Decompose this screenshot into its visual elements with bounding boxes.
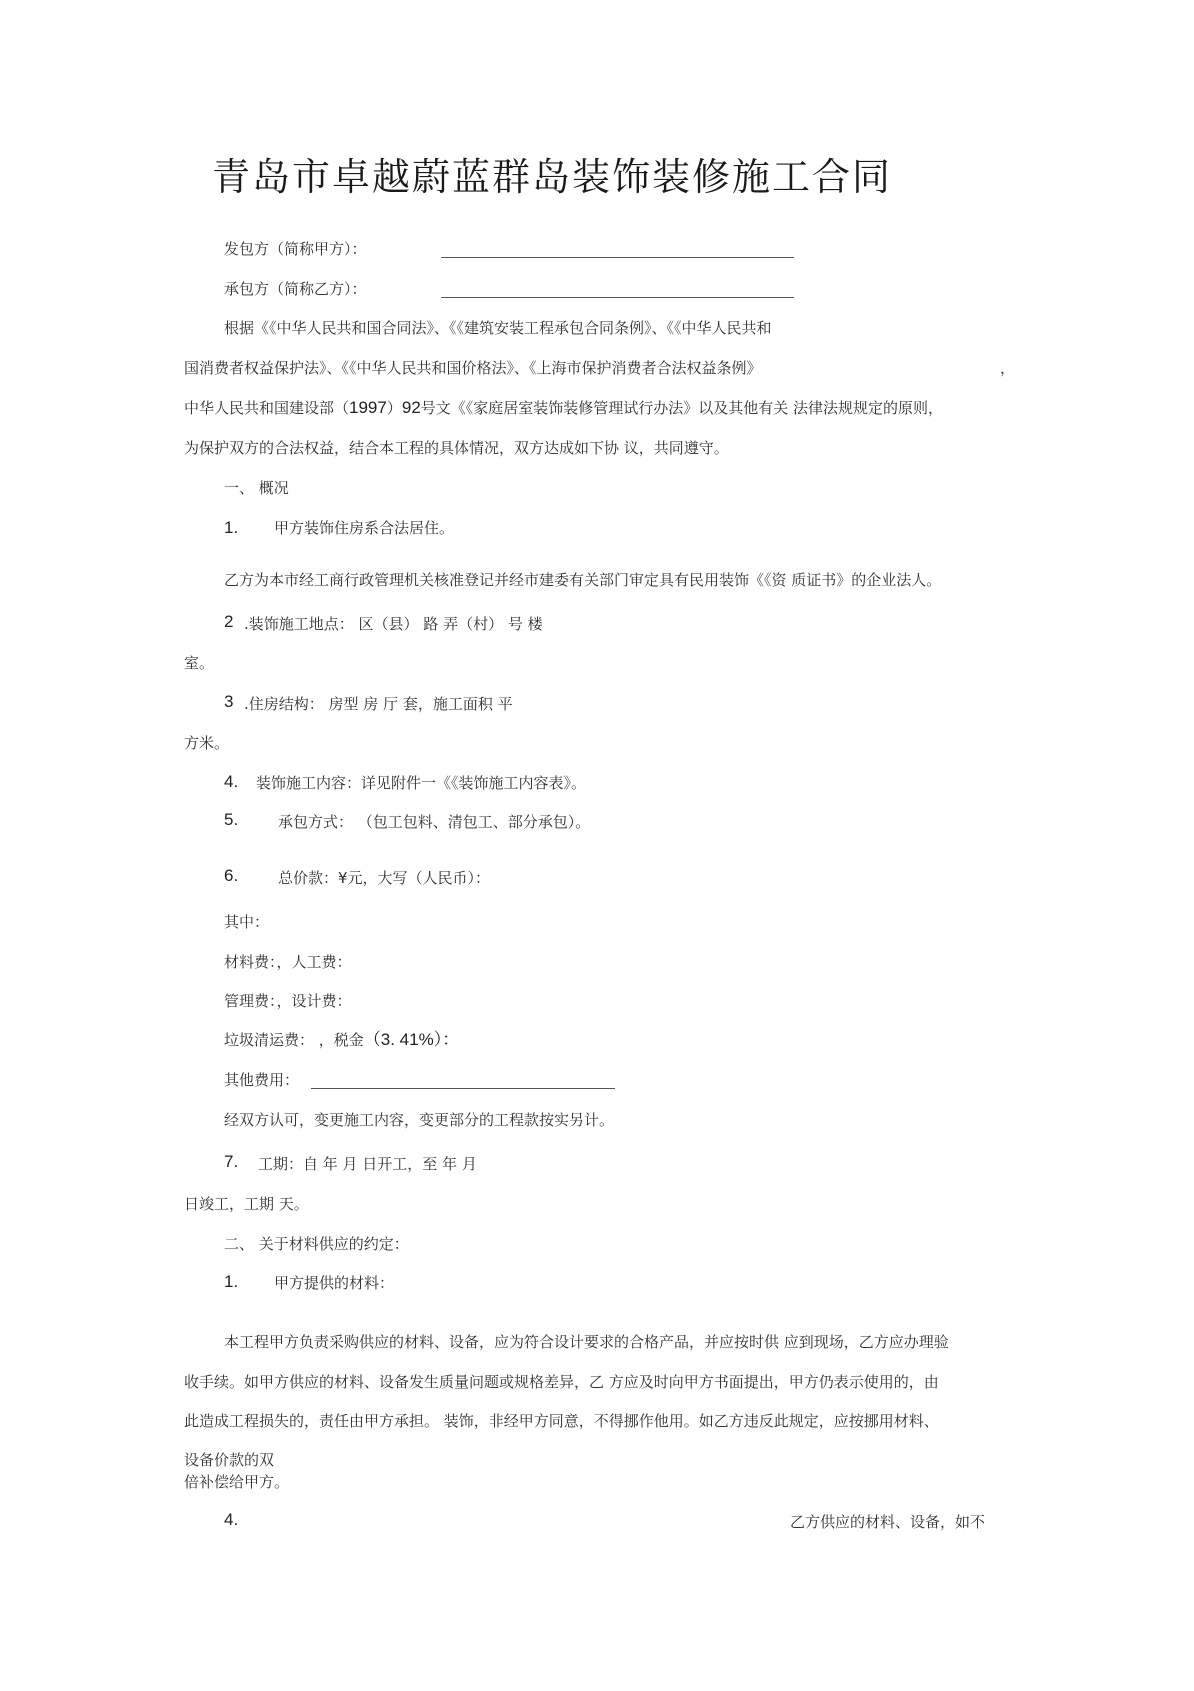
preamble-line-3-part-c: 号文《《家庭居室装饰装修管理试行办法》以及其他有关 法律法规规定的原则，	[420, 399, 944, 417]
s1-item-1-paragraph: 乙方为本市经工商行政管理机关核准登记并经市建委有关部门审定具有民用装饰《《资 质证书》的企业法人。	[224, 571, 942, 589]
s2-item-1-number: 1.	[224, 1272, 239, 1291]
party-b-label: 承包方（简称乙方）：	[224, 280, 367, 298]
s1-item-3-continuation: 方米。	[184, 734, 230, 752]
preamble-line-1: 根据《《中华人民共和国合同法》、《《建筑安装工程承包合同条例》、《《中华人民共和	[224, 319, 772, 337]
section-1-heading: 一、 概况	[224, 479, 289, 497]
s2-item-4-text: 乙方供应的材料、设备，如不	[790, 1513, 986, 1531]
s1-item-4-number: 4.	[224, 772, 239, 791]
s2-item-4-number: 4.	[224, 1510, 239, 1529]
s1-item-6-text: 总价款：¥元，大写（人民币）：	[278, 869, 491, 887]
s1-item-5-text: 承包方式： （包工包料、清包工、部分承包）。	[278, 813, 591, 831]
s2-paragraph-line-5: 倍补偿给甲方。	[184, 1473, 290, 1491]
preamble-year: 1997	[349, 398, 387, 417]
fee-waste-label: 垃圾清运费： ，税金	[224, 1031, 364, 1049]
preamble-line-2: 国消费者权益保护法》、《《中华人民共和国价格法》、《上海市保护消费者合法权益条例》	[184, 359, 762, 377]
s2-item-1-text: 甲方提供的材料：	[274, 1274, 395, 1292]
fee-other-blank-line	[311, 1088, 615, 1089]
fee-tax-rate: （3. 41%）：	[363, 1030, 460, 1049]
s1-item-5-number: 5.	[224, 810, 239, 829]
s2-paragraph-line-4: 设备价款的双	[184, 1451, 275, 1469]
s2-paragraph-line-2: 收手续。如甲方供应的材料、设备发生质量问题或规格差异，乙 方应及时向甲方书面提出，甲方仍表示使用的，由	[184, 1373, 939, 1391]
fee-other-label: 其他费用：	[224, 1071, 300, 1089]
document-title: 青岛市卓越蔚蓝群岛装饰装修施工合同	[212, 155, 893, 199]
s1-item-1-text: 甲方装饰住房系合法居住。	[274, 519, 455, 537]
s1-item-2-continuation: 室。	[184, 654, 215, 672]
section-2-heading: 二、 关于材料供应的约定：	[224, 1235, 409, 1253]
preamble-line-2-comma: ，	[1000, 359, 1016, 377]
s1-item-3-text: .住房结构： 房型 房 厅 套，施工面积 平	[244, 695, 513, 713]
s1-item-7-continuation: 日竣工，工期 天。	[184, 1195, 309, 1213]
s1-item-3-number: 3	[224, 692, 234, 711]
fee-management-design: 管理费：，设计费：	[224, 992, 352, 1010]
s1-item-7-number: 7.	[224, 1152, 239, 1171]
fee-material-labor: 材料费：，人工费：	[224, 953, 352, 971]
party-b-blank-line	[441, 297, 794, 298]
preamble-line-4: 为保护双方的合法权益，结合本工程的具体情况，双方达成如下协 议，共同遵守。	[184, 439, 729, 457]
s1-item-7-text: 工期：自 年 月 日开工，至 年 月	[258, 1155, 477, 1173]
preamble-doc-number: 92	[401, 398, 421, 417]
preamble-line-3-part-a: 中华人民共和国建设部（	[184, 399, 350, 417]
s1-item-4-text: 装饰施工内容：详见附件一《《装饰施工内容表》。	[256, 774, 587, 792]
fee-among-label: 其中：	[224, 913, 270, 931]
s1-item-6-number: 6.	[224, 866, 239, 885]
s2-paragraph-line-3: 此造成工程损失的，责任由甲方承担。 装饰，非经甲方同意，不得挪作他用。如乙方违反此规定，应按挪用材料、	[184, 1412, 939, 1430]
preamble-line-3	[184, 398, 943, 418]
change-note: 经双方认可，变更施工内容，变更部分的工程款按实另计。	[224, 1111, 615, 1129]
s1-item-2-text: .装饰施工地点： 区（县） 路 弄（村） 号 楼	[244, 615, 543, 633]
fee-waste-tax	[224, 1030, 459, 1050]
party-a-blank-line	[441, 257, 794, 258]
preamble-line-3-part-b: ）	[386, 399, 402, 417]
s2-paragraph-line-1: 本工程甲方负责采购供应的材料、设备，应为符合设计要求的合格产品，并应按时供 应到现场，乙方应办理验	[224, 1333, 949, 1351]
party-a-label: 发包方（简称甲方）：	[224, 240, 367, 258]
s1-item-1-number: 1.	[224, 518, 239, 537]
s1-item-2-number: 2	[224, 612, 234, 631]
